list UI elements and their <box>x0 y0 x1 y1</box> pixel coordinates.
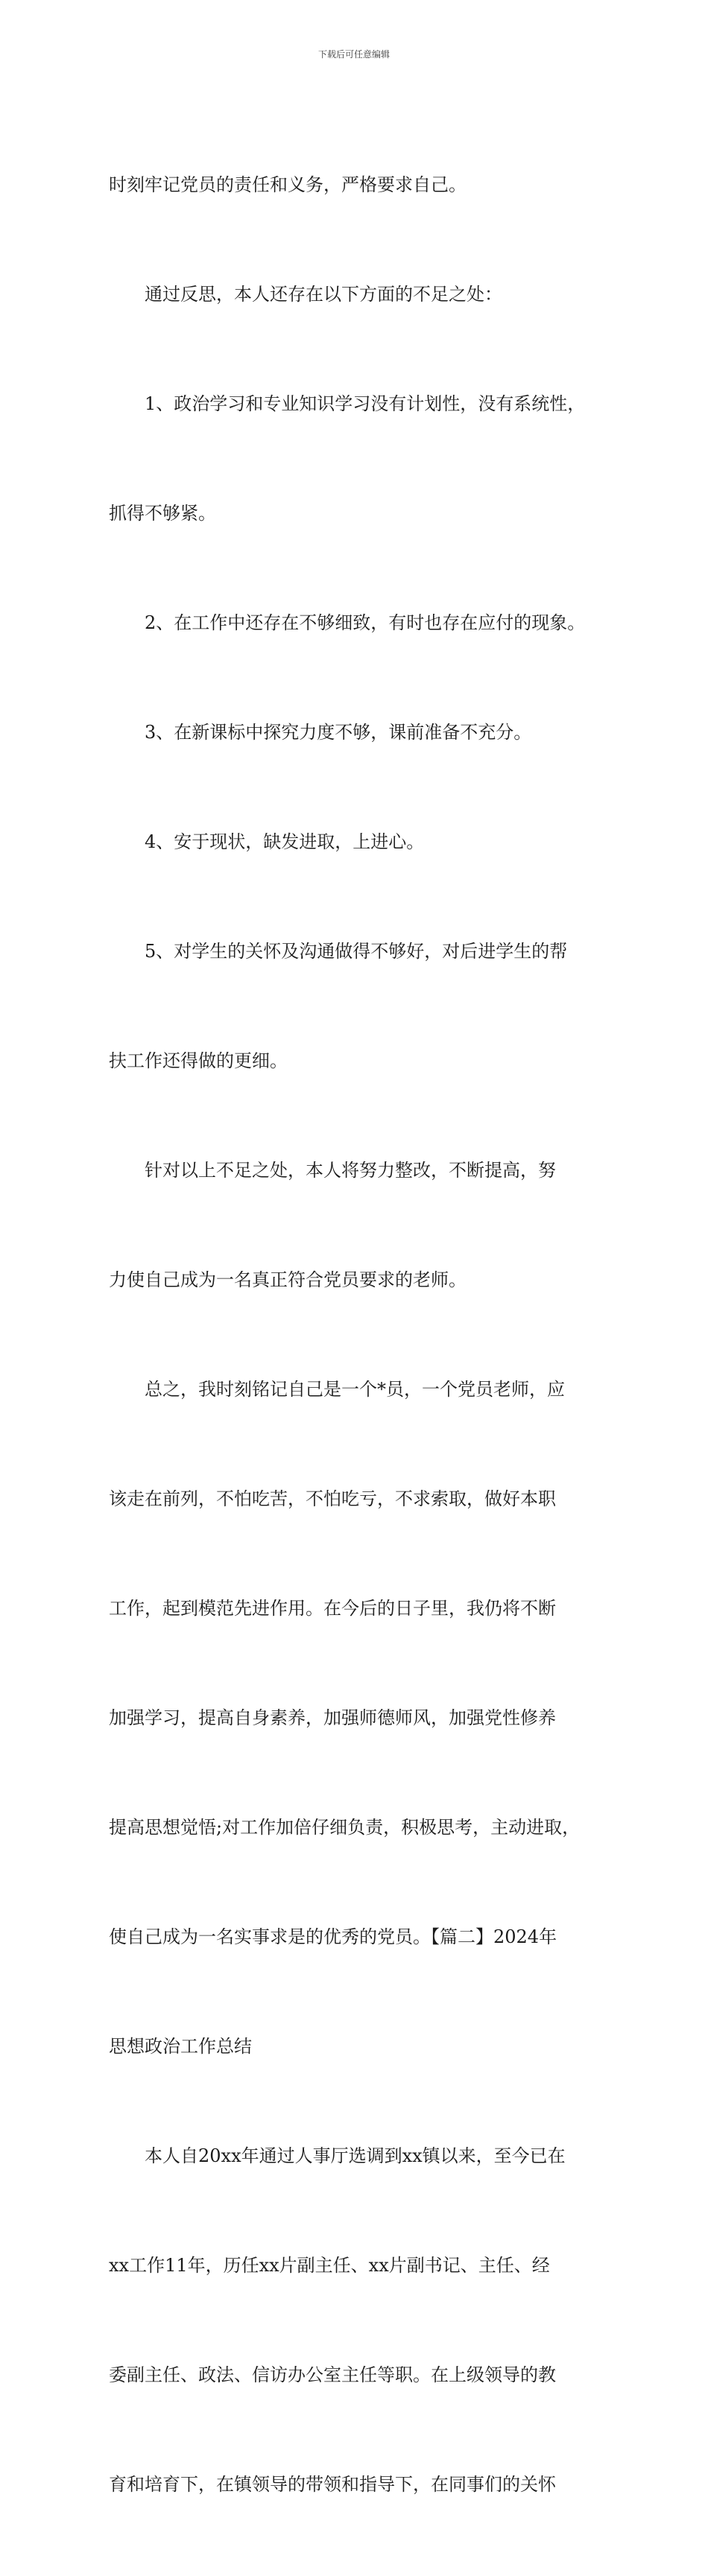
body-paragraph <box>109 94 616 2576</box>
text-line: 思想政治工作总结 <box>109 2036 252 2057</box>
text-line: 使自己成为一名实事求是的优秀的党员。【篇二】2024年 <box>109 1926 557 1947</box>
text-line: 5、对学生的关怀及沟通做得不够好，对后进学生的帮 <box>109 941 568 962</box>
text-line: 工作，起到模范先进作用。在今后的日子里，我仍将不断 <box>109 1598 556 1619</box>
text-line: 抓得不够紧。 <box>109 503 216 524</box>
document-body <box>109 94 616 2576</box>
text-line: 1、政治学习和专业知识学习没有计划性，没有系统性， <box>109 393 586 414</box>
text-line: 加强学习，提高自身素养，加强师德师风，加强党性修养 <box>109 1707 556 1728</box>
text-line: 力使自己成为一名真正符合党员要求的老师。 <box>109 1269 467 1290</box>
text-line: 该走在前列，不怕吃苦，不怕吃亏，不求索取，做好本职 <box>109 1488 556 1509</box>
text-line: 委副主任、政法、信访办公室主任等职。在上级领导的教 <box>109 2364 556 2385</box>
text-line: 提高思想觉悟;对工作加倍仔细负责，积极思考，主动进取， <box>109 1817 581 1838</box>
header-note: 下载后可任意编辑 <box>317 49 390 60</box>
text-line: 4、安于现状，缺发进取，上进心。 <box>109 831 425 852</box>
text-line: 扶工作还得做的更细。 <box>109 1050 288 1071</box>
text-line: 时刻牢记党员的责任和义务，严格要求自己。 <box>109 174 467 195</box>
text-line: 育和培育下，在镇领导的带领和指导下，在同事们的关怀 <box>109 2474 556 2495</box>
text-line: 3、在新课标中探究力度不够，课前准备不充分。 <box>109 722 532 743</box>
text-line: 通过反思，本人还存在以下方面的不足之处： <box>109 284 502 305</box>
text-line: 本人自20xx年通过人事厅选调到xx镇以来，至今已在 <box>109 2145 566 2166</box>
text-line: 2、在工作中还存在不够细致，有时也存在应付的现象。 <box>109 612 586 633</box>
text-line: 总之，我时刻铭记自己是一个*员，一个党员老师，应 <box>109 1379 565 1400</box>
text-line: 针对以上不足之处，本人将努力整改，不断提高，努 <box>109 1160 556 1181</box>
text-line: xx工作11年，历任xx片副主任、xx片副书记、主任、经 <box>109 2255 550 2276</box>
